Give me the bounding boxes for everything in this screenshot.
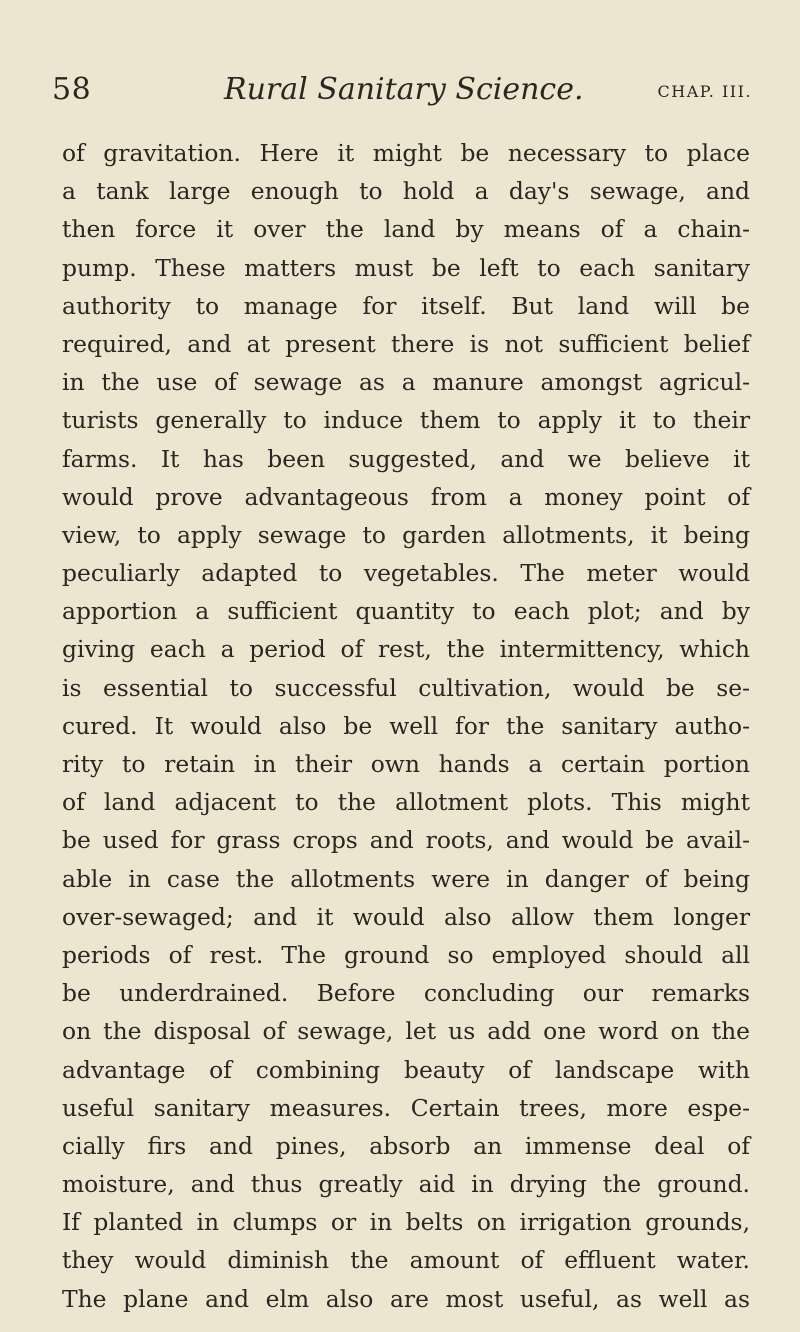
text-line: be underdrained. Before concluding our remarks	[62, 979, 750, 1008]
text-line: of gravitation. Here it might be necessary to place	[62, 139, 750, 167]
text-line: would prove advantageous from a money point of	[62, 482, 750, 511]
text-line: giving each a period of rest, the intermittency, which	[62, 635, 750, 664]
text-line: authority to manage for itself. But land will be	[62, 291, 750, 320]
text-line: over-sewaged; and it would also allow them longer	[62, 902, 750, 931]
text-line: cured. It would also be well for the sanitary autho-	[62, 711, 750, 740]
text-line: view, to apply sewage to garden allotments, it being	[62, 520, 750, 549]
text-line: useful sanitary measures. Certain trees, more espe-	[62, 1093, 750, 1122]
text-line: then force it over the land by means of a chain-	[62, 215, 750, 244]
text-line: pump. These matters must be left to each sanitary	[62, 253, 750, 282]
page-number: 58	[52, 72, 92, 107]
text-line: on the disposal of sewage, let us add one word on the	[62, 1017, 750, 1046]
chapter-label: CHAP. III.	[657, 82, 752, 101]
text-line: a tank large enough to hold a day's sewage, and	[62, 177, 750, 206]
text-line: The plane and elm also are most useful, as well as	[62, 1284, 750, 1313]
text-line: periods of rest. The ground so employed should all	[62, 940, 750, 969]
text-line: turists generally to induce them to apply it to their	[62, 406, 750, 435]
text-line: they would diminish the amount of effluent water.	[62, 1246, 750, 1275]
running-title: Rural Sanitary Science.	[224, 72, 584, 107]
text-line: peculiarly adapted to vegetables. The meter would	[62, 559, 750, 588]
body-text	[62, 134, 750, 1318]
text-line: required, and at present there is not sufficient belief	[62, 329, 750, 358]
text-line: be used for grass crops and roots, and would be avail-	[62, 826, 750, 855]
running-head	[52, 72, 752, 112]
text-line: farms. It has been suggested, and we believe it	[62, 444, 750, 473]
text-line: apportion a sufficient quantity to each plot; and by	[62, 597, 750, 626]
text-line: If planted in clumps or in belts on irrigation grounds,	[62, 1208, 750, 1237]
text-line: moisture, and thus greatly aid in drying the ground.	[62, 1170, 750, 1199]
text-line: of land adjacent to the allotment plots. This might	[62, 788, 750, 817]
text-line: rity to retain in their own hands a certain portion	[62, 750, 750, 778]
text-line: able in case the allotments were in danger of being	[62, 864, 750, 893]
text-line: advantage of combining beauty of landscape with	[62, 1055, 750, 1084]
text-line: cially firs and pines, absorb an immense deal of	[62, 1131, 750, 1160]
text-line: is essential to successful cultivation, would be se-	[62, 673, 750, 702]
text-line: in the use of sewage as a manure amongst agricul-	[62, 368, 750, 397]
